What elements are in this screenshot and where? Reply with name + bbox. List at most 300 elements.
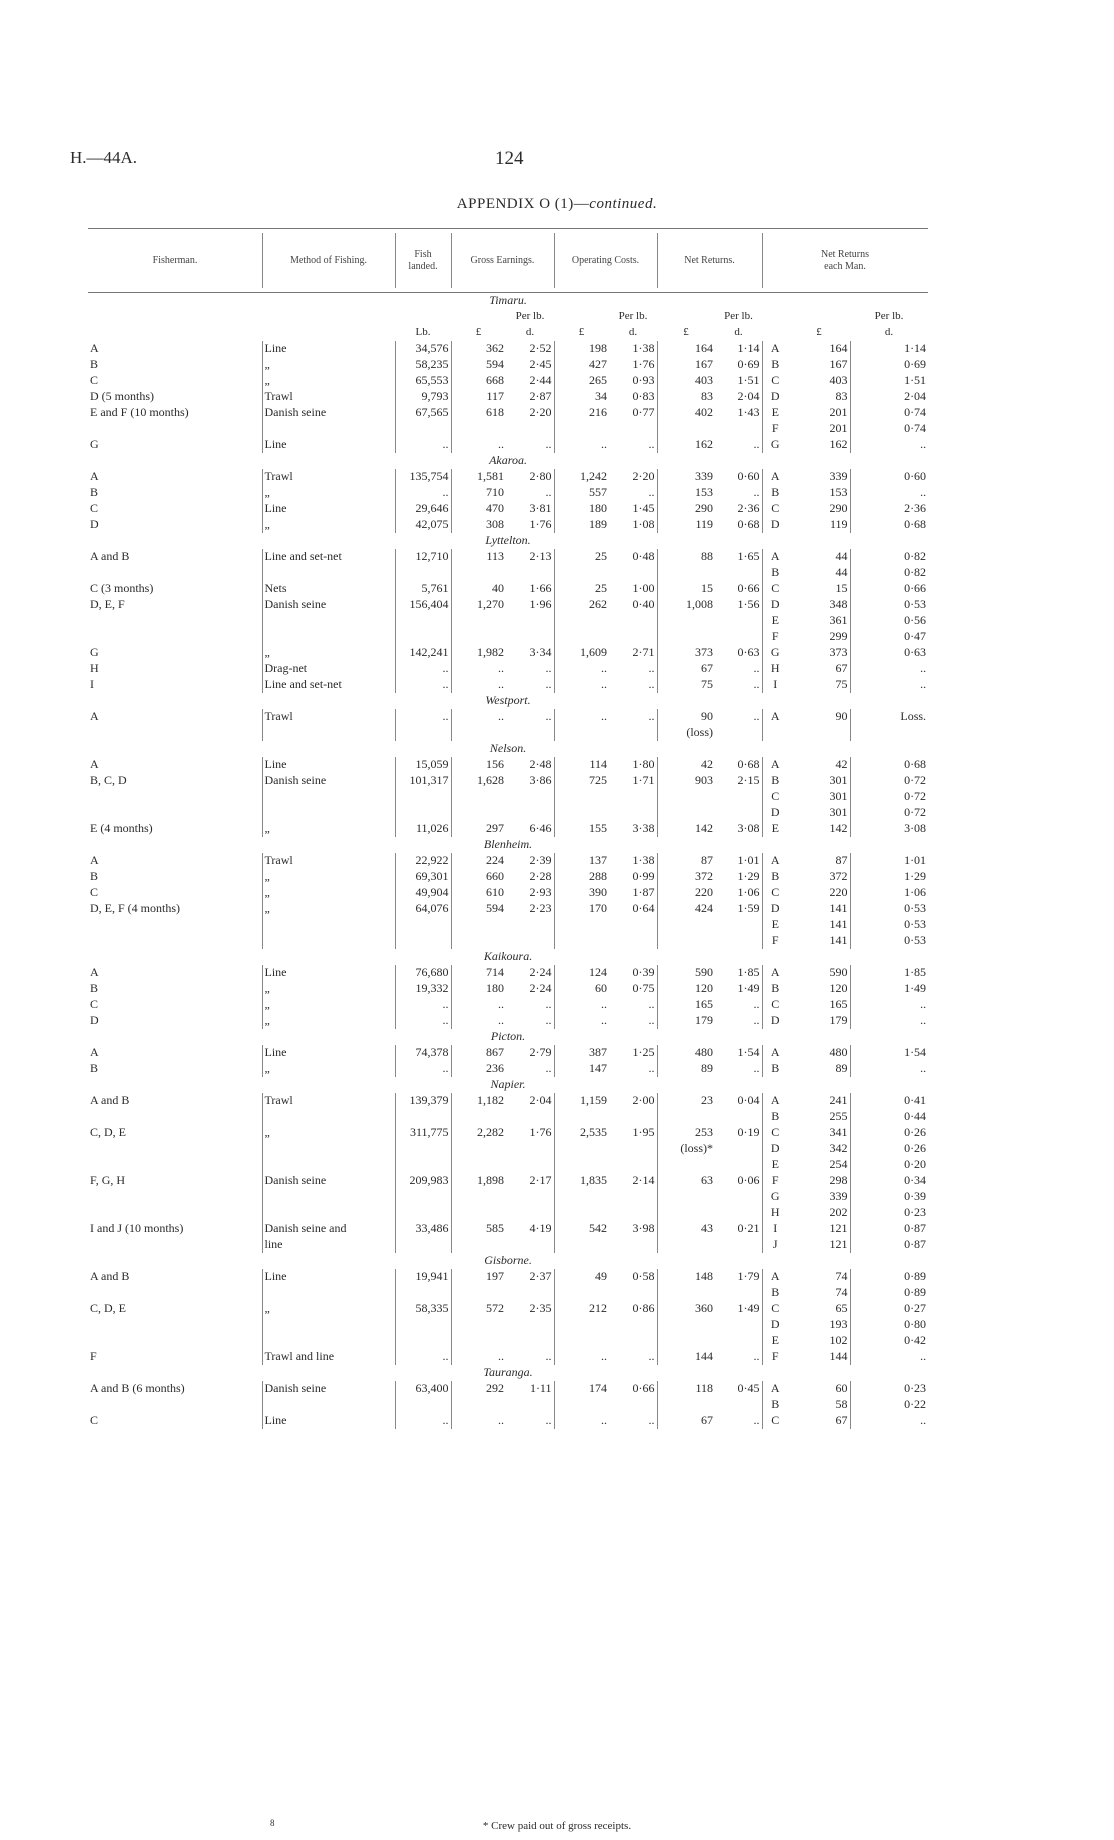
cell-operating-costs: 542	[554, 1221, 609, 1237]
cell-gross-earnings: 156	[451, 757, 506, 773]
cell-man: A	[762, 709, 788, 725]
cell-fish-landed	[395, 1157, 451, 1173]
table-row	[88, 757, 928, 773]
unit-label: d.	[525, 326, 535, 338]
cell-gross-per-lb: 2·23	[529, 901, 552, 915]
per-lb-label: Per lb.	[618, 310, 648, 322]
cell-net-returns	[657, 1397, 715, 1413]
cell-man-per-lb: 1·49	[850, 981, 928, 997]
per-lb-label	[788, 309, 850, 325]
cell-gross-earnings	[451, 1157, 506, 1173]
table-row	[88, 661, 928, 677]
fisheries-table	[88, 228, 928, 1429]
cell-man: D	[762, 389, 788, 405]
cell-method: Line	[262, 1269, 395, 1285]
cell-man-per-lb: ..	[850, 661, 928, 677]
cell-fish-landed: 15,059	[395, 757, 451, 773]
cell-man-per-lb: 0·72	[850, 773, 928, 789]
cell-method	[262, 565, 395, 581]
table-header	[88, 229, 928, 292]
cell-net-per-lb: ..	[753, 661, 760, 675]
cell-gross-per-lb	[506, 629, 554, 645]
cell-net-per-lb: 1·59	[737, 901, 760, 915]
table-row	[88, 581, 928, 597]
cell-net-returns: 403	[657, 373, 715, 389]
cell-net-returns: 165	[657, 997, 715, 1013]
cell-man: B	[762, 773, 788, 789]
cell-net-per-lb: 1·56	[737, 597, 760, 611]
cell-fish-landed: 19,332	[395, 981, 451, 997]
cell-man-per-lb: 0·26	[850, 1125, 928, 1141]
cell-method	[262, 1109, 395, 1125]
cell-man-per-lb: 0·60	[850, 469, 928, 485]
cell-net-returns	[657, 1157, 715, 1173]
cell-gross-earnings	[451, 1237, 506, 1253]
cell-net-returns: 1,008	[657, 597, 715, 613]
cell-fisherman: B	[90, 485, 99, 499]
cell-man-per-lb: 0·72	[850, 805, 928, 821]
cell-man-net: 590	[829, 965, 848, 979]
cell-operating-per-lb	[609, 933, 657, 949]
per-lb-label	[262, 309, 395, 325]
units-row	[88, 309, 928, 325]
cell-operating-costs: 155	[554, 821, 609, 837]
cell-method: Danish seine	[262, 405, 395, 421]
per-lb-label: Per lb.	[874, 310, 904, 322]
cell-man-net: 121	[829, 1221, 848, 1235]
cell-operating-per-lb	[609, 725, 657, 741]
cell-net-per-lb	[715, 1157, 762, 1173]
cell-man: B	[762, 565, 788, 581]
cell-gross-per-lb: 2·93	[529, 885, 552, 899]
cell-operating-per-lb	[609, 1317, 657, 1333]
cell-man: A	[762, 1269, 788, 1285]
section-row	[88, 293, 928, 309]
cell-man-net: 153	[829, 485, 848, 499]
cell-man-net: 403	[829, 373, 848, 387]
cell-operating-costs: ..	[554, 1349, 609, 1365]
table-row	[88, 373, 928, 389]
cell-fisherman	[88, 725, 262, 741]
cell-gross-earnings	[451, 933, 506, 949]
cell-man-net: 74	[835, 1285, 848, 1299]
cell-net-per-lb: 1·79	[737, 1269, 760, 1283]
cell-man-per-lb: 0·74	[850, 421, 928, 437]
table-row	[88, 1301, 928, 1317]
cell-man: A	[762, 757, 788, 773]
cell-man: C	[762, 581, 788, 597]
appendix-title	[0, 196, 1114, 213]
cell-man-net: 119	[829, 517, 848, 531]
cell-operating-per-lb	[609, 1397, 657, 1413]
cell-method: „	[262, 901, 395, 917]
cell-operating-costs: 180	[554, 501, 609, 517]
cell-operating-costs	[554, 1285, 609, 1301]
cell-man-per-lb: 0·66	[850, 581, 928, 597]
col-net-returns: Net Returns.	[684, 254, 735, 266]
cell-fish-landed: 156,404	[395, 597, 451, 613]
section-title: Tauranga.	[483, 1365, 533, 1379]
cell-fisherman: B, C, D	[90, 773, 127, 787]
cell-fisherman	[88, 933, 262, 949]
table-row	[88, 1205, 928, 1221]
cell-gross-earnings: 710	[451, 485, 506, 501]
table-row	[88, 725, 928, 741]
cell-man: A	[762, 469, 788, 485]
cell-fish-landed: 135,754	[395, 469, 451, 485]
cell-fish-landed: 311,775	[395, 1125, 451, 1141]
cell-net-returns: 903	[657, 773, 715, 789]
cell-net-per-lb: ..	[753, 437, 760, 451]
cell-man: D	[762, 901, 788, 917]
cell-gross-earnings: 572	[451, 1301, 506, 1317]
unit-label: £	[683, 326, 689, 338]
cell-operating-costs: 170	[554, 901, 609, 917]
cell-net-returns: 142	[657, 821, 715, 837]
table-row	[88, 773, 928, 789]
cell-operating-costs: 288	[554, 869, 609, 885]
cell-gross-earnings: 2,282	[451, 1125, 506, 1141]
section-title: Kaikoura.	[483, 949, 533, 963]
cell-net-per-lb	[715, 1189, 762, 1205]
cell-gross-per-lb: 2·17	[529, 1173, 552, 1187]
cell-net-returns: 118	[657, 1381, 715, 1397]
unit-label: £	[578, 326, 585, 338]
table-row	[88, 629, 928, 645]
cell-operating-costs	[554, 1141, 609, 1157]
cell-gross-earnings	[451, 1205, 506, 1221]
cell-net-per-lb	[715, 421, 762, 437]
cell-method: Trawl	[262, 469, 395, 485]
cell-fish-landed: 22,922	[395, 853, 451, 869]
cell-gross-earnings: 585	[451, 1221, 506, 1237]
cell-operating-costs	[554, 1333, 609, 1349]
cell-man-per-lb: ..	[850, 1349, 928, 1365]
cell-gross-per-lb: 6·46	[529, 821, 552, 835]
table-row	[88, 1109, 928, 1125]
cell-method	[262, 421, 395, 437]
cell-operating-costs: ..	[554, 709, 609, 725]
cell-operating-per-lb: 1·80	[632, 757, 655, 771]
cell-operating-per-lb: ..	[648, 437, 655, 451]
cell-man-net: 102	[829, 1333, 848, 1347]
cell-fisherman	[88, 1205, 262, 1221]
cell-gross-per-lb: 2·04	[529, 1093, 552, 1107]
cell-man: B	[762, 869, 788, 885]
cell-gross-per-lb: 2·44	[529, 373, 552, 387]
cell-gross-earnings: 362	[451, 341, 506, 357]
table-row	[88, 997, 928, 1013]
cell-man-per-lb: ..	[850, 485, 928, 501]
cell-fisherman	[88, 1189, 262, 1205]
col-net-each-man-line2: each Man.	[824, 260, 866, 272]
col-fish-landed-line2: landed.	[408, 260, 438, 272]
col-method: Method of Fishing.	[290, 254, 367, 266]
cell-gross-per-lb: ..	[545, 1013, 552, 1027]
cell-man-net: 373	[829, 645, 848, 659]
cell-net-returns: 590	[657, 965, 715, 981]
cell-net-per-lb	[715, 1397, 762, 1413]
cell-fisherman: A	[90, 1045, 99, 1059]
cell-operating-per-lb	[609, 1237, 657, 1253]
cell-net-per-lb: 0·66	[737, 581, 760, 595]
cell-man-per-lb: 0·63	[850, 645, 928, 661]
cell-man: A	[762, 1093, 788, 1109]
cell-man-per-lb: 0·87	[850, 1237, 928, 1253]
cell-method: „	[262, 821, 395, 837]
cell-gross-per-lb	[506, 1205, 554, 1221]
cell-operating-per-lb: 0·39	[632, 965, 655, 979]
cell-man-net: 44	[835, 565, 848, 579]
cell-man-net: 372	[829, 869, 848, 883]
cell-fisherman: A and B (6 months)	[90, 1381, 185, 1395]
unit-label	[262, 325, 395, 341]
cell-net-returns: 119	[657, 517, 715, 533]
table-row	[88, 901, 928, 917]
per-lb-label: Per lb.	[724, 310, 753, 322]
cell-man-net: 290	[829, 501, 848, 515]
cell-net-returns: 43	[657, 1221, 715, 1237]
cell-man-per-lb: 3·08	[850, 821, 928, 837]
cell-net-returns: 290	[657, 501, 715, 517]
cell-man-per-lb: 1·29	[850, 869, 928, 885]
cell-gross-earnings	[451, 1285, 506, 1301]
cell-fisherman	[88, 1237, 262, 1253]
cell-gross-earnings: 197	[451, 1269, 506, 1285]
section-title: Gisborne.	[484, 1253, 532, 1267]
cell-man: C	[762, 885, 788, 901]
cell-operating-costs: ..	[554, 997, 609, 1013]
cell-fish-landed: ..	[395, 437, 451, 453]
cell-operating-per-lb	[609, 1285, 657, 1301]
cell-fisherman: I and J (10 months)	[90, 1221, 184, 1235]
table-row	[88, 1013, 928, 1029]
cell-net-per-lb: 2·15	[737, 773, 760, 787]
cell-net-per-lb	[715, 565, 762, 581]
cell-operating-per-lb: 0·58	[632, 1269, 655, 1283]
table-row	[88, 1285, 928, 1301]
cell-man-per-lb: 0·26	[850, 1141, 928, 1157]
cell-fish-landed	[395, 565, 451, 581]
cell-operating-costs: 25	[554, 549, 609, 565]
cell-fish-landed: 29,646	[395, 501, 451, 517]
cell-net-per-lb	[715, 917, 762, 933]
cell-method: Line	[262, 1413, 395, 1429]
table-row	[88, 677, 928, 693]
cell-man-per-lb: 0·69	[850, 357, 928, 373]
cell-man-net: 480	[829, 1045, 848, 1059]
cell-man-net: 75	[835, 677, 848, 691]
cell-gross-per-lb	[506, 1141, 554, 1157]
cell-operating-per-lb: ..	[648, 485, 655, 499]
cell-gross-earnings	[451, 1333, 506, 1349]
unit-label: Lb.	[415, 326, 431, 338]
cell-man: B	[762, 1285, 788, 1301]
cell-man-net: 44	[835, 549, 848, 563]
cell-method: Trawl	[262, 853, 395, 869]
cell-operating-costs: 2,535	[554, 1125, 609, 1141]
cell-fish-landed: 142,241	[395, 645, 451, 661]
cell-net-per-lb: ..	[753, 997, 760, 1011]
cell-man-per-lb: 1·51	[850, 373, 928, 389]
cell-net-per-lb: 0·06	[737, 1173, 760, 1187]
cell-man-net: 339	[829, 1189, 848, 1203]
cell-method: Danish seine	[262, 1173, 395, 1189]
cell-man: C	[762, 1413, 788, 1429]
cell-gross-earnings	[451, 1141, 506, 1157]
cell-net-per-lb	[715, 1141, 762, 1157]
cell-net-per-lb: ..	[753, 1349, 760, 1363]
cell-fish-landed: 209,983	[395, 1173, 451, 1189]
cell-net-per-lb: 0·04	[737, 1093, 760, 1107]
cell-gross-per-lb: 2·45	[529, 357, 552, 371]
cell-man-per-lb: ..	[850, 997, 928, 1013]
cell-gross-earnings	[451, 613, 506, 629]
cell-fish-landed	[395, 1285, 451, 1301]
cell-operating-per-lb	[609, 629, 657, 645]
cell-gross-per-lb: 1·96	[529, 597, 552, 611]
cell-net-per-lb: 0·68	[737, 517, 760, 531]
table-row	[88, 1349, 928, 1365]
cell-fish-landed: 42,075	[395, 517, 451, 533]
cell-gross-per-lb	[506, 917, 554, 933]
page-number: 124	[495, 148, 524, 169]
cell-net-returns	[657, 1109, 715, 1125]
per-lb-label	[657, 309, 715, 325]
cell-net-per-lb: 1·49	[737, 981, 760, 995]
cell-operating-per-lb	[609, 1141, 657, 1157]
table-row	[88, 885, 928, 901]
cell-net-per-lb: 0·19	[737, 1125, 760, 1139]
cell-fish-landed: 33,486	[395, 1221, 451, 1237]
table-row	[88, 405, 928, 421]
cell-man: F	[762, 629, 788, 645]
cell-method: Line	[262, 437, 395, 453]
cell-man: H	[762, 661, 788, 677]
cell-gross-per-lb: ..	[545, 1413, 552, 1427]
table-row	[88, 1125, 928, 1141]
cell-man-per-lb: 0·89	[850, 1285, 928, 1301]
cell-method: Trawl	[262, 709, 395, 725]
cell-man: A	[762, 1381, 788, 1397]
table-row	[88, 1045, 928, 1061]
cell-operating-costs: 34	[554, 389, 609, 405]
cell-operating-costs	[554, 1237, 609, 1253]
cell-gross-per-lb: 1·76	[529, 1125, 552, 1139]
table-row	[88, 597, 928, 613]
cell-operating-per-lb: 0·48	[632, 549, 655, 563]
cell-method: Line	[262, 1045, 395, 1061]
cell-man-per-lb: 0·41	[850, 1093, 928, 1109]
cell-man-net: 179	[829, 1013, 848, 1027]
cell-gross-per-lb: 4·19	[529, 1221, 552, 1235]
table-row	[88, 1173, 928, 1189]
cell-man-per-lb: 0·20	[850, 1157, 928, 1173]
cell-gross-per-lb: 2·39	[529, 853, 552, 867]
cell-fish-landed: ..	[395, 709, 451, 725]
cell-fish-landed	[395, 917, 451, 933]
per-lb-label	[762, 309, 788, 325]
cell-fish-landed: 65,553	[395, 373, 451, 389]
cell-gross-per-lb	[506, 805, 554, 821]
cell-man: E	[762, 405, 788, 421]
col-fish-landed-line1: Fish	[414, 248, 432, 260]
cell-man-per-lb: 0·72	[850, 789, 928, 805]
cell-gross-earnings: 1,628	[451, 773, 506, 789]
cell-fisherman: C	[90, 373, 99, 387]
cell-man-per-lb: 0·27	[850, 1301, 928, 1317]
cell-method: Trawl	[262, 1093, 395, 1109]
cell-man-per-lb: 0·34	[850, 1173, 928, 1189]
cell-fish-landed: 5,761	[395, 581, 451, 597]
cell-man-per-lb: 2·36	[850, 501, 928, 517]
cell-gross-earnings	[451, 1317, 506, 1333]
col-net-each-man	[762, 229, 928, 292]
cell-man-per-lb: 0·39	[850, 1189, 928, 1205]
per-lb-label: Per lb.	[515, 310, 545, 322]
cell-man-net: 301	[829, 805, 848, 819]
section-row	[88, 453, 928, 469]
table-row	[88, 517, 928, 533]
cell-operating-costs	[554, 421, 609, 437]
cell-gross-earnings: 1,898	[451, 1173, 506, 1189]
cell-operating-costs	[554, 1109, 609, 1125]
cell-net-per-lb	[715, 1109, 762, 1125]
cell-fish-landed: ..	[395, 1349, 451, 1365]
col-fish-landed	[395, 229, 451, 292]
cell-man-net: 220	[829, 885, 848, 899]
cell-man-net: 87	[835, 853, 848, 867]
cell-fish-landed	[395, 1397, 451, 1413]
cell-net-per-lb	[715, 613, 762, 629]
cell-method: „	[262, 485, 395, 501]
cell-fisherman	[88, 917, 262, 933]
cell-operating-per-lb: ..	[648, 661, 655, 675]
cell-man-net: 255	[829, 1109, 848, 1123]
cell-gross-earnings: ..	[451, 661, 506, 677]
cell-net-per-lb: ..	[753, 1013, 760, 1027]
cell-man: F	[762, 421, 788, 437]
cell-net-returns: 167	[657, 357, 715, 373]
cell-man-per-lb: 1·85	[850, 965, 928, 981]
cell-man-per-lb: 0·53	[850, 933, 928, 949]
cell-gross-per-lb: 2·35	[529, 1301, 552, 1315]
cell-net-per-lb: 0·60	[737, 469, 760, 483]
cell-man: A	[762, 965, 788, 981]
cell-method: Line and set-net	[262, 677, 395, 693]
cell-gross-per-lb	[506, 725, 554, 741]
cell-fish-landed: 64,076	[395, 901, 451, 917]
table-row	[88, 981, 928, 997]
cell-method: „	[262, 869, 395, 885]
cell-fisherman: D	[90, 517, 99, 531]
cell-net-returns	[657, 1285, 715, 1301]
cell-net-returns: (loss)	[657, 725, 715, 741]
cell-man: E	[762, 613, 788, 629]
cell-man-net: 241	[829, 1093, 848, 1107]
section-title: Akaroa.	[489, 453, 527, 467]
cell-gross-per-lb: 2·48	[529, 757, 552, 771]
cell-net-returns	[657, 1189, 715, 1205]
cell-man-net: 342	[829, 1141, 848, 1155]
cell-fish-landed	[395, 1109, 451, 1125]
table-row	[88, 709, 928, 725]
cell-gross-per-lb: ..	[545, 485, 552, 499]
cell-man-net: 202	[829, 1205, 848, 1219]
cell-net-returns	[657, 805, 715, 821]
cell-gross-earnings: 470	[451, 501, 506, 517]
cell-gross-earnings: 224	[451, 853, 506, 869]
